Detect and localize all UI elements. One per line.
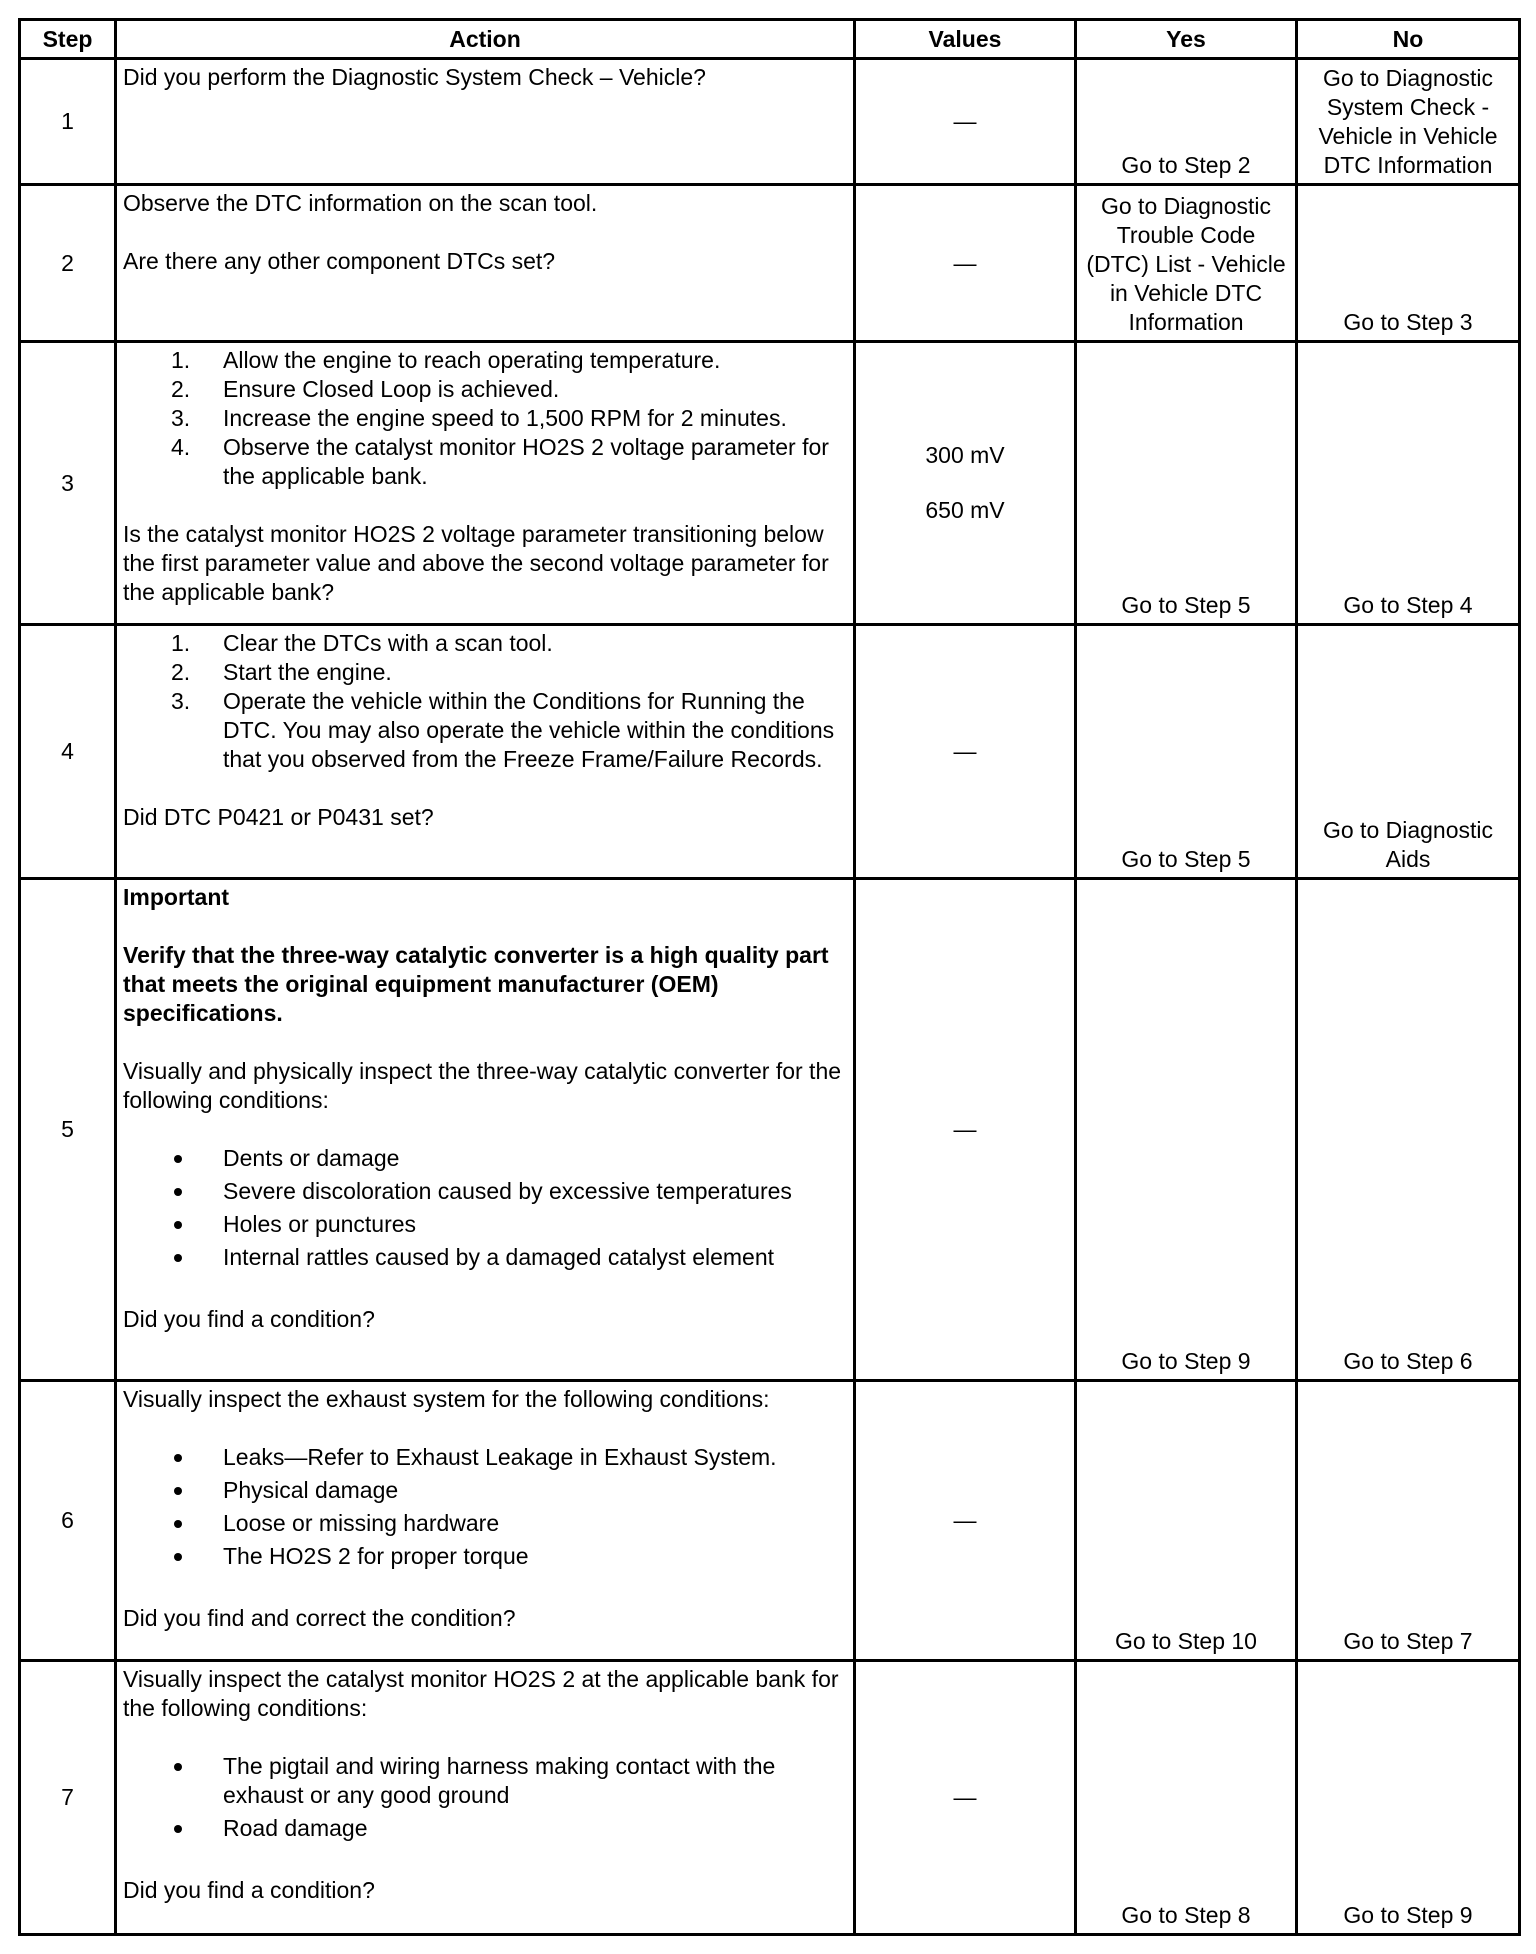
list-text: Dents or damage [223, 1145, 400, 1171]
list-text: Holes or punctures [223, 1211, 417, 1237]
step-number: 1 [20, 59, 116, 185]
value-high: 650 mV [925, 497, 1005, 523]
list-item [123, 658, 847, 687]
no-cell: Go to Diagnostic Aids [1297, 625, 1520, 879]
action-cell [116, 879, 855, 1381]
action-cell [116, 59, 855, 185]
values-cell: — [855, 879, 1076, 1381]
list-item [123, 1443, 847, 1472]
yes-cell: Go to Step 2 [1076, 59, 1297, 185]
list-text: Ensure Closed Loop is achieved. [223, 376, 560, 402]
values-cell [855, 342, 1076, 625]
table-row-step-6 [20, 1381, 1520, 1661]
table-row-step-5 [20, 879, 1520, 1381]
header-no: No [1297, 20, 1520, 59]
condition-list [123, 1144, 847, 1272]
list-item [123, 433, 847, 491]
bullet-icon [174, 1825, 182, 1833]
bullet-icon [174, 1254, 182, 1262]
diagnostic-table [18, 18, 1521, 1936]
table-row-step-4 [20, 625, 1520, 879]
bullet-icon [174, 1553, 182, 1561]
header-action: Action [116, 20, 855, 59]
action-cell [116, 1381, 855, 1661]
yes-cell: Go to Diagnostic Trouble Code (DTC) List - Vehicle in Vehicle DTC Information [1076, 185, 1297, 342]
action-cell [116, 342, 855, 625]
list-item [123, 687, 847, 774]
values-cell: — [855, 59, 1076, 185]
list-item [123, 1509, 847, 1538]
yes-cell: Go to Step 8 [1076, 1661, 1297, 1935]
list-number: 2. [171, 376, 191, 402]
important-text: Verify that the three-way catalytic converter is a high quality part that meets the original equipment manufacturer (OEM) specifications. [123, 942, 829, 1026]
action-cell [116, 625, 855, 879]
action-intro: Visually inspect the exhaust system for the following conditions: [123, 1386, 770, 1412]
list-number: 3. [171, 688, 191, 714]
header-values: Values [855, 20, 1076, 59]
header-step: Step [20, 20, 116, 59]
list-text: The HO2S 2 for proper torque [223, 1543, 529, 1569]
list-number: 4. [171, 434, 191, 460]
bullet-icon [174, 1155, 182, 1163]
no-cell: Go to Step 6 [1297, 879, 1520, 1381]
action-question: Are there any other component DTCs set? [123, 248, 556, 274]
bullet-icon [174, 1520, 182, 1528]
header-row [20, 20, 1520, 59]
header-yes: Yes [1076, 20, 1297, 59]
table-row-step-2 [20, 185, 1520, 342]
list-text: Allow the engine to reach operating temperature. [223, 347, 721, 373]
table-row-step-1 [20, 59, 1520, 185]
list-text: Increase the engine speed to 1,500 RPM for 2 minutes. [223, 405, 787, 431]
list-text: Loose or missing hardware [223, 1510, 500, 1536]
yes-cell: Go to Step 5 [1076, 625, 1297, 879]
action-cell [116, 185, 855, 342]
step-number: 2 [20, 185, 116, 342]
no-cell: Go to Step 9 [1297, 1661, 1520, 1935]
list-item [123, 1542, 847, 1571]
bullet-icon [174, 1221, 182, 1229]
condition-list [123, 1752, 847, 1843]
procedure-list [123, 629, 847, 774]
list-item [123, 404, 847, 433]
step-number: 6 [20, 1381, 116, 1661]
action-intro: Observe the DTC information on the scan tool. [123, 190, 598, 216]
values-cell: — [855, 625, 1076, 879]
list-text: Start the engine. [223, 659, 392, 685]
bullet-icon [174, 1487, 182, 1495]
list-number: 1. [171, 347, 191, 373]
list-item [123, 629, 847, 658]
action-question: Did you find a condition? [123, 1306, 375, 1332]
values-cell: — [855, 1381, 1076, 1661]
list-text: Severe discoloration caused by excessive temperatures [223, 1178, 792, 1204]
action-question: Is the catalyst monitor HO2S 2 voltage parameter transitioning below the first parameter value and above the second voltage parameter for the applicable bank? [123, 521, 829, 605]
list-text: Leaks—Refer to Exhaust Leakage in Exhaust System. [223, 1444, 777, 1470]
action-cell [116, 1661, 855, 1935]
list-text: The pigtail and wiring harness making contact with the exhaust or any good ground [223, 1753, 776, 1808]
list-number: 1. [171, 630, 191, 656]
list-text: Clear the DTCs with a scan tool. [223, 630, 553, 656]
action-question: Did you perform the Diagnostic System Check – Vehicle? [123, 64, 706, 90]
action-question: Did you find and correct the condition? [123, 1605, 516, 1631]
list-item [123, 1752, 847, 1810]
no-cell: Go to Step 4 [1297, 342, 1520, 625]
action-question: Did you find a condition? [123, 1877, 375, 1903]
list-text: Physical damage [223, 1477, 399, 1503]
no-cell: Go to Step 3 [1297, 185, 1520, 342]
no-cell: Go to Step 7 [1297, 1381, 1520, 1661]
list-text: Internal rattles caused by a damaged catalyst element [223, 1244, 775, 1270]
condition-list [123, 1443, 847, 1571]
list-text: Road damage [223, 1815, 368, 1841]
table-row-step-3 [20, 342, 1520, 625]
bullet-icon [174, 1188, 182, 1196]
table-row-step-7 [20, 1661, 1520, 1935]
yes-cell: Go to Step 10 [1076, 1381, 1297, 1661]
value-low: 300 mV [925, 442, 1005, 468]
list-item [123, 1243, 847, 1272]
list-item [123, 346, 847, 375]
procedure-list [123, 346, 847, 491]
bullet-icon [174, 1763, 182, 1771]
values-cell: — [855, 185, 1076, 342]
yes-cell: Go to Step 9 [1076, 879, 1297, 1381]
list-item [123, 1476, 847, 1505]
no-cell: Go to Diagnostic System Check - Vehicle in Vehicle DTC Information [1297, 59, 1520, 185]
list-text: Operate the vehicle within the Conditions for Running the DTC. You may also operate the vehicle within the conditions that you observed from the Freeze Frame/Failure Records. [223, 688, 835, 772]
list-number: 2. [171, 659, 191, 685]
yes-cell: Go to Step 5 [1076, 342, 1297, 625]
list-item [123, 1814, 847, 1843]
step-number: 5 [20, 879, 116, 1381]
step-number: 7 [20, 1661, 116, 1935]
list-item [123, 375, 847, 404]
list-item [123, 1177, 847, 1206]
list-number: 3. [171, 405, 191, 431]
important-title: Important [123, 884, 230, 910]
list-text: Observe the catalyst monitor HO2S 2 voltage parameter for the applicable bank. [223, 434, 829, 489]
bullet-icon [174, 1454, 182, 1462]
step-number: 3 [20, 342, 116, 625]
action-question: Did DTC P0421 or P0431 set? [123, 804, 434, 830]
step-number: 4 [20, 625, 116, 879]
action-intro: Visually and physically inspect the three-way catalytic converter for the following conditions: [123, 1058, 842, 1113]
list-item [123, 1144, 847, 1173]
values-cell: — [855, 1661, 1076, 1935]
list-item [123, 1210, 847, 1239]
action-intro: Visually inspect the catalyst monitor HO2S 2 at the applicable bank for the following conditions: [123, 1666, 839, 1721]
